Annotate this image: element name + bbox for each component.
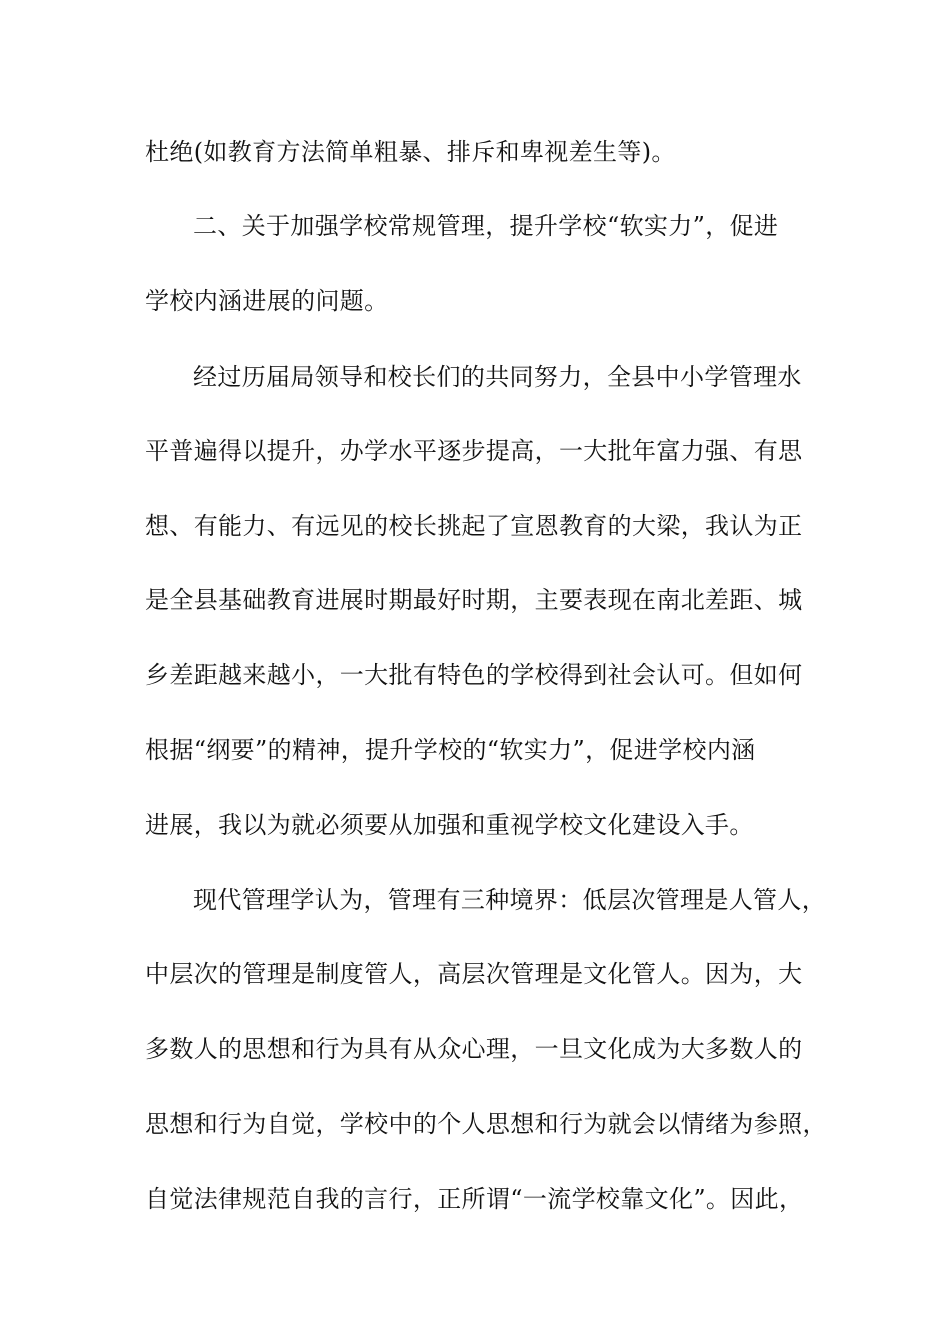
paragraph-line: 平普遍得以提升，办学水平逐步提高，一大批年富力强、有思 — [145, 437, 803, 465]
paragraph-line: 思想和行为自觉，学校中的个人思想和行为就会以情绪为参照， — [145, 1110, 827, 1138]
paragraph-line: 多数人的思想和行为具有从众心理，一旦文化成为大多数人的 — [145, 1035, 803, 1063]
paragraph-line: 经过历届局领导和校长们的共同努力，全县中小学管理水 — [193, 363, 802, 391]
section-heading-line-cont: 学校内涵进展的问题。 — [145, 287, 389, 315]
paragraph-line: 是全县基础教育进展时期最好时期，主要表现在南北差距、城 — [145, 586, 803, 614]
paragraph-line: 中层次的管理是制度管人，高层次管理是文化管人。因为，大 — [145, 960, 803, 988]
paragraph-line: 自觉法律规范自我的言行，正所谓“一流学校靠文化”。因此， — [145, 1185, 804, 1213]
paragraph-line: 想、有能力、有远见的校长挑起了宣恩教育的大梁，我认为正 — [145, 512, 803, 540]
text-line-continuation: 杜绝(如教育方法简单粗暴、排斥和卑视差生等)。 — [145, 138, 676, 166]
paragraph-line: 乡差距越来越小，一大批有特色的学校得到社会认可。但如何 — [145, 661, 803, 689]
paragraph-line: 根据“纲要”的精神，提升学校的“软实力”，促进学校内涵 — [145, 736, 756, 764]
section-heading-line: 二、关于加强学校常规管理，提升学校“软实力”，促进 — [193, 212, 779, 240]
paragraph-line: 进展，我以为就必须要从加强和重视学校文化建设入手。 — [145, 811, 754, 839]
paragraph-line: 现代管理学认为，管理有三种境界：低层次管理是人管人， — [193, 886, 827, 914]
